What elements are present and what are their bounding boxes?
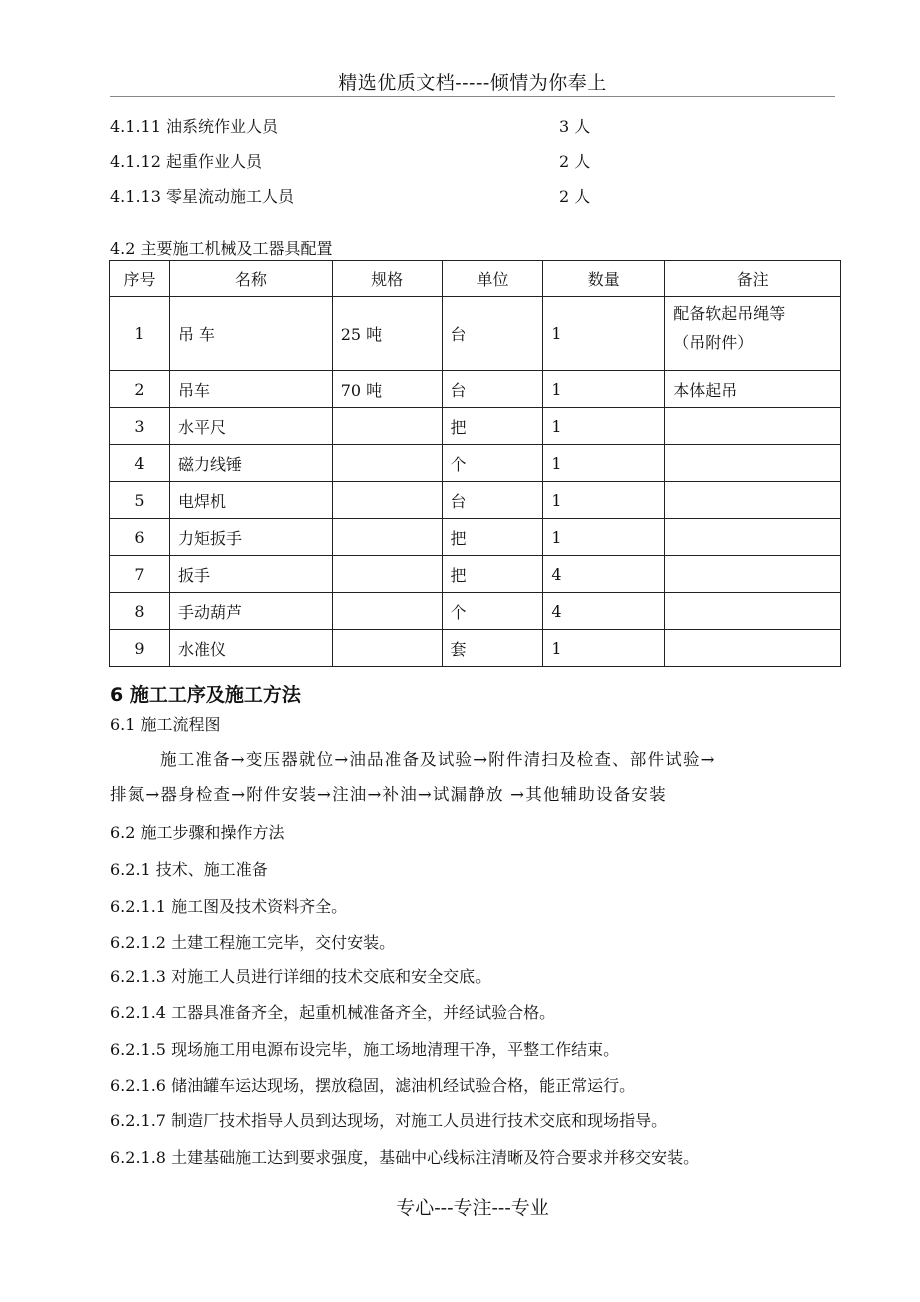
table-row xyxy=(110,593,841,630)
cell-spec: 70 吨 xyxy=(332,371,442,408)
list-item: 6.2.1.4 工器具准备齐全，起重机械准备齐全，并经试验合格。 xyxy=(110,1003,556,1022)
remark-line: 配备软起吊绳等 xyxy=(673,304,786,323)
cell-remark xyxy=(665,482,841,519)
list-item: 6.2.1.2 土建工程施工完毕，交付安装。 xyxy=(110,933,396,952)
cell-spec xyxy=(332,482,442,519)
column-header: 规格 xyxy=(332,261,442,297)
table-header-row xyxy=(110,261,841,297)
list-item: 6.2.1.3 对施工人员进行详细的技术交底和安全交底。 xyxy=(110,967,492,986)
list-item: 6.2.1.6 储油罐车运达现场，摆放稳固，滤油机经试验合格，能正常运行。 xyxy=(110,1076,636,1095)
column-header: 序号 xyxy=(110,261,170,297)
column-header: 单位 xyxy=(442,261,543,297)
page-header: 精选优质文档-----倾情为你奉上 xyxy=(338,72,607,94)
list-item: 6.2.1.8 土建基础施工达到要求强度，基础中心线标注清晰及符合要求并移交安装。 xyxy=(110,1148,700,1167)
column-header: 名称 xyxy=(169,261,332,297)
cell-spec xyxy=(332,556,442,593)
list-item: 6.2.1.7 制造厂技术指导人员到达现场，对施工人员进行技术交底和现场指导。 xyxy=(110,1111,668,1130)
cell-remark xyxy=(665,630,841,667)
header-divider xyxy=(110,96,835,97)
cell-remark: 本体起吊 xyxy=(665,371,841,408)
cell-qty: 1 xyxy=(543,482,665,519)
table-row xyxy=(110,371,841,408)
cell-name: 磁力线锤 xyxy=(169,445,332,482)
cell-no: 4 xyxy=(110,445,170,482)
cell-no: 5 xyxy=(110,482,170,519)
staff-label: 4.1.12 起重作业人员 xyxy=(110,152,262,171)
cell-unit: 台 xyxy=(442,371,543,408)
flow-line: 排氮→器身检查→附件安装→注油→补油→试漏静放 →其他辅助设备安装 xyxy=(110,785,667,804)
table-row xyxy=(110,519,841,556)
cell-no: 3 xyxy=(110,408,170,445)
cell-unit: 个 xyxy=(442,593,543,630)
subsection-heading: 6.2 施工步骤和操作方法 xyxy=(110,823,285,842)
cell-no: 9 xyxy=(110,630,170,667)
cell-qty: 4 xyxy=(543,593,665,630)
cell-name: 扳手 xyxy=(169,556,332,593)
table-row xyxy=(110,482,841,519)
staff-count: 2 人 xyxy=(559,152,591,171)
cell-name: 水平尺 xyxy=(169,408,332,445)
cell-spec xyxy=(332,408,442,445)
cell-qty: 1 xyxy=(543,630,665,667)
cell-unit: 把 xyxy=(442,556,543,593)
section-heading: 6 施工工序及施工方法 xyxy=(110,684,301,706)
cell-spec xyxy=(332,630,442,667)
table-row xyxy=(110,297,841,371)
cell-unit: 把 xyxy=(442,408,543,445)
cell-name: 水准仪 xyxy=(169,630,332,667)
table-row xyxy=(110,630,841,667)
cell-no: 1 xyxy=(110,297,170,371)
cell-name: 吊车 xyxy=(169,371,332,408)
column-header: 数量 xyxy=(543,261,665,297)
cell-name: 手动葫芦 xyxy=(169,593,332,630)
table-row xyxy=(110,445,841,482)
cell-qty: 1 xyxy=(543,445,665,482)
staff-label: 4.1.13 零星流动施工人员 xyxy=(110,187,294,206)
cell-remark xyxy=(665,445,841,482)
cell-unit: 台 xyxy=(442,297,543,371)
cell-remark xyxy=(665,593,841,630)
remark-line: （吊附件） xyxy=(673,333,754,352)
table-caption: 4.2 主要施工机械及工器具配置 xyxy=(110,239,333,258)
cell-qty: 1 xyxy=(543,371,665,408)
cell-qty: 4 xyxy=(543,556,665,593)
cell-spec xyxy=(332,593,442,630)
staff-count: 2 人 xyxy=(559,187,591,206)
page-footer: 专心---专注---专业 xyxy=(396,1197,549,1219)
flow-line: 施工准备→变压器就位→油品准备及试验→附件清扫及检查、部件试验→ xyxy=(160,750,716,769)
subsection-heading: 6.1 施工流程图 xyxy=(110,715,221,734)
cell-unit: 台 xyxy=(442,482,543,519)
table-row xyxy=(110,408,841,445)
cell-remark xyxy=(665,556,841,593)
subsection-heading: 6.2.1 技术、施工准备 xyxy=(110,860,268,879)
cell-name: 电焊机 xyxy=(169,482,332,519)
cell-unit: 套 xyxy=(442,630,543,667)
cell-name: 吊 车 xyxy=(169,297,332,371)
staff-count: 3 人 xyxy=(559,117,591,136)
cell-no: 2 xyxy=(110,371,170,408)
cell-spec xyxy=(332,519,442,556)
cell-qty: 1 xyxy=(543,297,665,371)
column-header: 备注 xyxy=(665,261,841,297)
list-item: 6.2.1.5 现场施工用电源布设完毕，施工场地清理干净，平整工作结束。 xyxy=(110,1040,620,1059)
cell-remark xyxy=(665,519,841,556)
cell-no: 8 xyxy=(110,593,170,630)
cell-spec: 25 吨 xyxy=(332,297,442,371)
flow-paragraph xyxy=(110,742,834,812)
cell-qty: 1 xyxy=(543,408,665,445)
staff-label: 4.1.11 油系统作业人员 xyxy=(110,117,278,136)
cell-unit: 个 xyxy=(442,445,543,482)
cell-qty: 1 xyxy=(543,519,665,556)
cell-no: 7 xyxy=(110,556,170,593)
cell-unit: 把 xyxy=(442,519,543,556)
cell-spec xyxy=(332,445,442,482)
cell-remark xyxy=(665,408,841,445)
equipment-table xyxy=(109,260,841,667)
cell-no: 6 xyxy=(110,519,170,556)
table-row xyxy=(110,556,841,593)
cell-name: 力矩扳手 xyxy=(169,519,332,556)
cell-remark xyxy=(665,297,841,371)
list-item: 6.2.1.1 施工图及技术资料齐全。 xyxy=(110,897,348,916)
